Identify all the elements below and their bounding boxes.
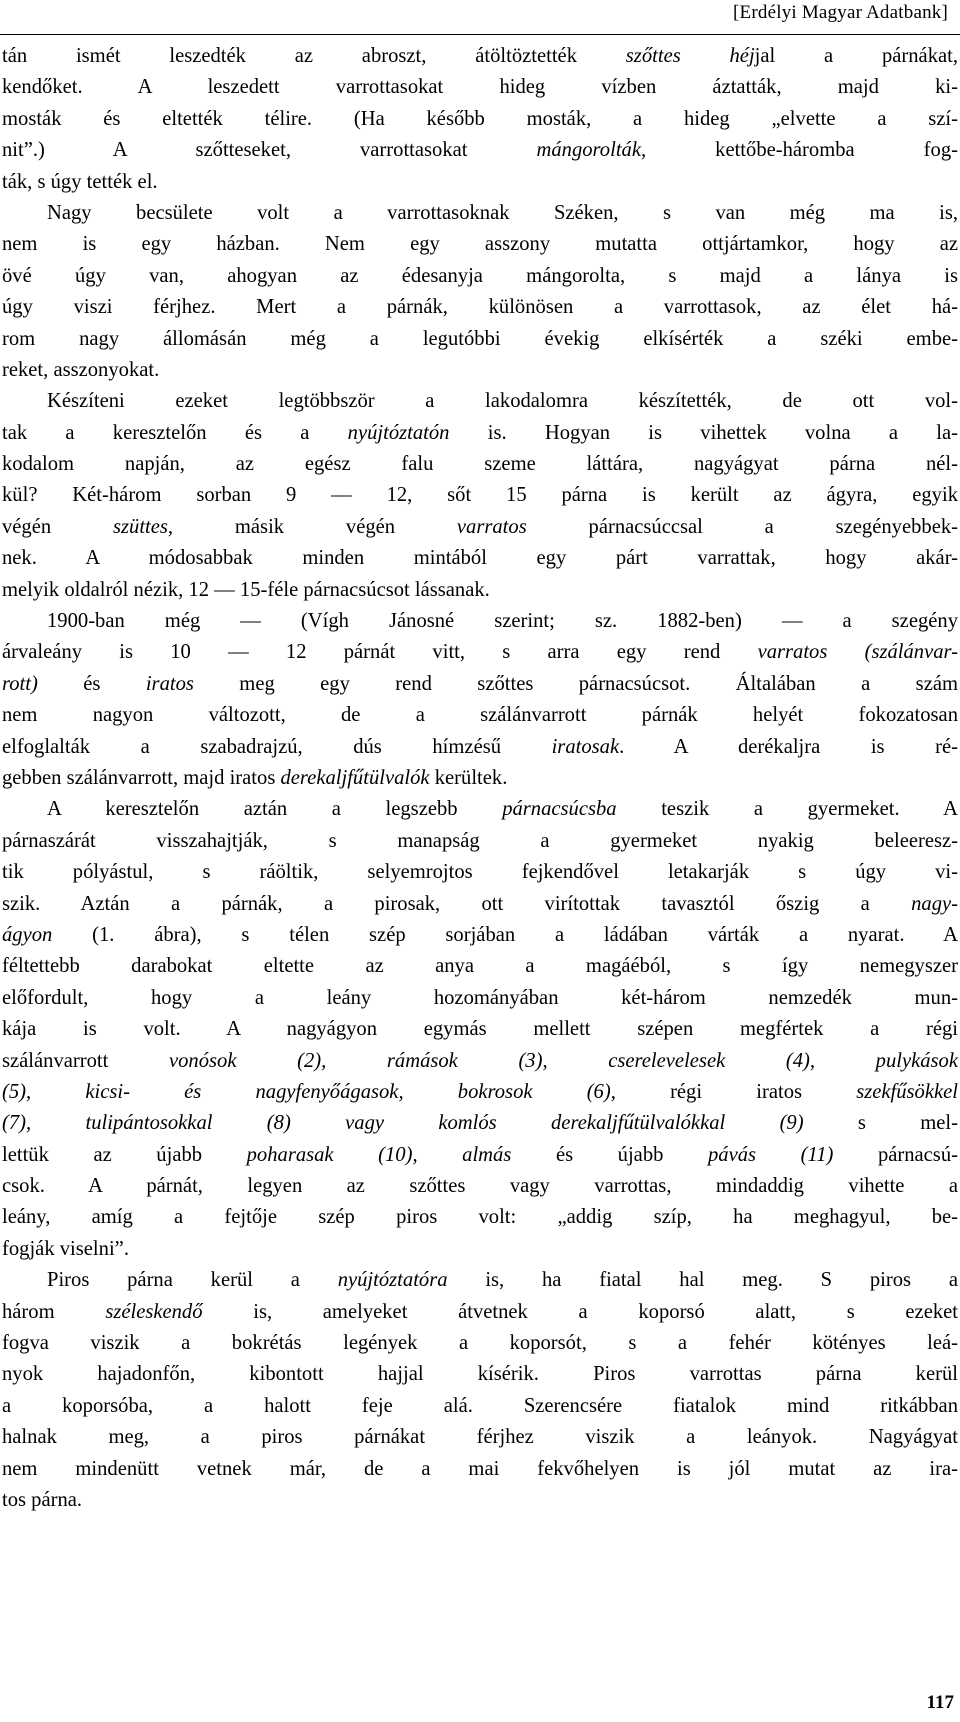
text-line: tos párna. [2,1488,83,1511]
text-line: szik. Aztán a párnák, a pirosak, ott virítottak tavasztól őszig a nagy- [2,892,958,915]
text-line: árvaleány is 10 — 12 párnát vitt, s arra egy rend varratos (szálánvar- [2,641,958,664]
text-line: Piros párna kerül a nyújtóztatóra is, ha fiatal hal meg. S piros a [47,1269,958,1292]
text-line: 1900-ban még — (Vígh Jánosné szerint; sz. 1882-ben) — a szegény [47,610,958,633]
text-line: nit”.) A szőtteseket, varrottasokat mángorolták, kettőbe-háromba fog- [2,139,958,162]
page-number: 117 [926,1692,954,1713]
body-text [2,41,958,1516]
text-line: reket, asszonyokat. [2,358,160,381]
text-line: gebben szálánvarrott, majd iratos derekaljfűtülvalók kerültek. [2,766,508,789]
text-line: ták, s úgy tették el. [2,170,158,193]
text-line: úgy viszi férjhez. Mert a párnák, különösen a varrottasok, az élet há- [2,296,958,319]
text-line: rom nagy állomásán még a legutóbbi évekig elkísérték a széki embe- [2,327,958,350]
text-line: párnaszárát visszahajtják, s manapság a gyermeket nyakig beleeresz- [2,829,958,852]
text-line: nem nagyon változott, de a szálánvarrott párnák helyét fokozatosan [2,704,958,727]
text-line: melyik oldalról nézik, 12 — 15-féle párnacsúcsot lássanak. [2,578,490,601]
text-line: (5), kicsi- és nagyfenyőágasok, bokrosok (6), régi iratos szekfűsökkel [2,1080,958,1103]
text-line: nek. A módosabbak minden mintából egy párt varrattak, hogy akár- [2,547,958,570]
text-line: mosták és eltették télire. (Ha később mosták, a hideg „elvette a szí- [2,107,958,130]
header-rule [0,34,960,35]
text-line: Készíteni ezeket legtöbbször a lakodalomra készítették, de ott vol- [47,390,958,413]
text-line: féltettebb darabokat eltette az anya a magáéból, s így nemegyszer [2,955,958,978]
text-line: (7), tulipántosokkal (8) vagy komlós derekaljfűtülvalókkal (9) s mel- [2,1112,958,1135]
text-line: tak a keresztelőn és a nyújtóztatón is. Hogyan is vihettek volna a la- [2,421,958,444]
text-line: kája is volt. A nagyágyon egymás mellett szépen megfértek a régi [2,1018,958,1041]
text-line: nyok hajadonfőn, kibontott hajjal kísérik. Piros varrottas párna kerül [2,1363,958,1386]
text-line: ágyon (1. ábra), s télen szép sorjában a ládában várták a nyarat. A [2,923,958,946]
text-line: tán ismét leszedték az abroszt, átöltöztették szőttes héjjal a párnákat, [2,45,958,67]
text-line: elfoglalták a szabadrajzú, dús hímzésű iratosak. A derékaljra is ré- [2,735,958,758]
text-line: három széleskendő is, amelyeket átvetnek a koporsó alatt, s ezeket [2,1300,958,1323]
text-line: lettük az újabb poharasak (10), almás és újabb pávás (11) párnacsú- [2,1143,958,1166]
text-line: fogva viszik a bokrétás legények a koporsót, s a fehér kötényes leá- [2,1332,958,1355]
text-line: kendőket. A leszedett varrottasokat hideg vízben áztatták, majd ki- [2,76,958,99]
text-line: kül? Két-három sorban 9 — 12, sőt 15 párna is került az ágyra, egyik [2,484,958,507]
text-line: halnak meg, a piros párnákat férjhez viszik a leányok. Nagyágyat [2,1426,958,1449]
text-line: A keresztelőn aztán a legszebb párnacsúcsba teszik a gyermeket. A [47,798,958,821]
text-line: a koporsóba, a halott feje alá. Szerencsére fiatalok mind ritkábban [2,1394,958,1417]
running-header: [Erdélyi Magyar Adatbank] [733,2,948,23]
text-line: leány, amíg a fejtője szép piros volt: „addig szíp, ha meghagyul, be- [2,1206,958,1229]
text-line: kodalom napján, az egész falu szeme láttára, nagyágyat párna nél- [2,453,958,476]
text-line: nem is egy házban. Nem egy asszony mutatta ottjártamkor, hogy az [2,233,958,256]
text-line: szálánvarrott vonósok (2), rámások (3), cserelevelesek (4), pulykások [2,1049,958,1072]
text-line: rott) és iratos meg egy rend szőttes párnacsúcsot. Általában a szám [2,672,958,695]
text-line: csok. A párnát, legyen az szőttes vagy varrottas, mindaddig vihette a [2,1175,958,1198]
text-line: előfordult, hogy a leány hozományában két-három nemzedék mun- [2,986,958,1009]
text-line: fogják viselni”. [2,1237,129,1260]
text-line: végén szüttes, másik végén varratos párnacsúccsal a szegényebbek- [2,515,958,538]
text-line: Nagy becsülete volt a varrottasoknak Széken, s van még ma is, [47,201,958,224]
text-line: tik pólyástul, s ráöltik, selyemrojtos fejkendővel letakarják s úgy vi- [2,861,958,884]
text-line: övé úgy van, ahogyan az édesanyja mángorolta, s majd a lánya is [2,264,958,287]
text-line: nem mindenütt vetnek már, de a mai fekvőhelyen is jól mutat az ira- [2,1457,958,1480]
